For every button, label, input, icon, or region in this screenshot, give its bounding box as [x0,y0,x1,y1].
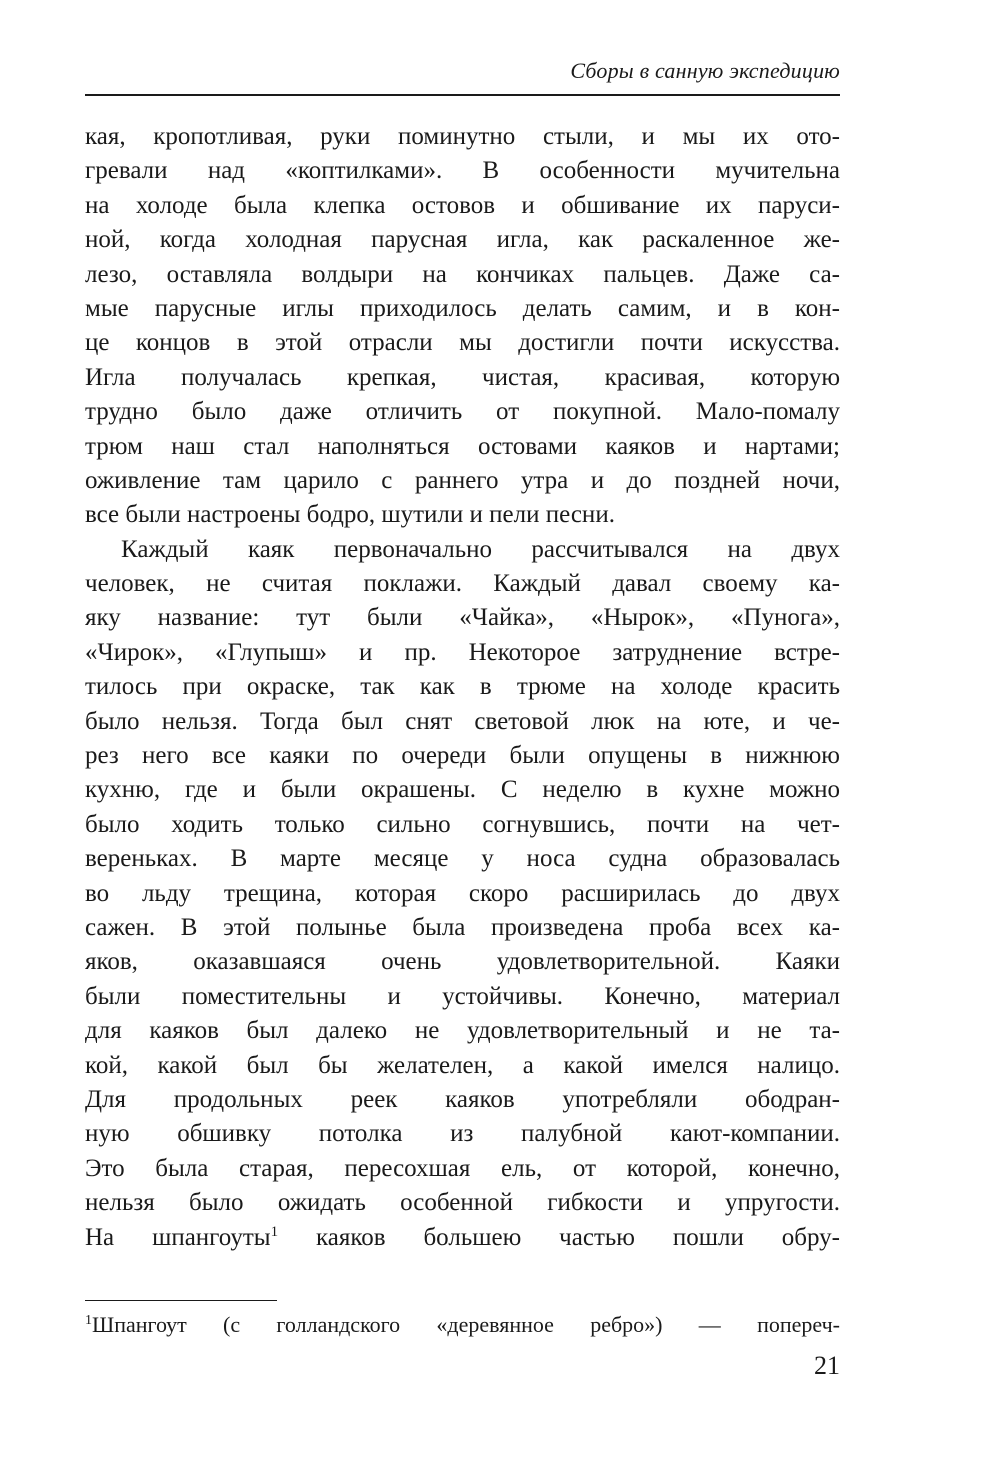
text-line: Игла получалась крепкая, чистая, красивая, которую [85,363,840,391]
text-line: Для продольных реек каяков употребляли ободран- [85,1085,840,1113]
text-line: кая, кропотливая, руки поминутно стыли, и мы их ото- [85,123,840,150]
text-line: на холоде была клепка остовов и обшивание их паруси- [85,191,840,219]
text-line: кой, какой был бы желателен, а какой имелся налицо. [85,1051,840,1079]
footnote [85,1308,840,1342]
text-line: «Чирок», «Глупыш» и пр. Некоторое затруднение встре- [85,638,840,666]
text-fragment: каяков большею частью пошли обру- [278,1223,840,1251]
text-line: яку название: тут были «Чайка», «Нырок», «Пунога», [85,604,840,632]
text-line: Это была старая, пересохшая ель, от которой, конечно, [85,1154,840,1182]
text-line: це концов в этой отрасли мы достигли почти искусства. [85,329,840,357]
footnote-reference: 1 [270,1223,279,1240]
text-line: мые парусные иглы приходилось делать самим, и в кон- [85,294,840,322]
page-number: 21 [814,1351,840,1380]
text-line: гревали над «коптилками». В особенности мучительна [85,157,840,185]
text-line: для каяков был далеко не удовлетворительный и не та- [85,1017,840,1045]
running-head: Сборы в санную экспедицию [570,58,840,83]
text-line: было нельзя. Тогда был снят световой люк на юте, и че- [85,707,840,735]
text-line: было ходить только сильно согнувшись, почти на чет- [85,810,840,838]
text-line: все были настроены бодро, шутили и пели песни. [85,501,615,529]
text-line: кухню, где и были окрашены. С неделю в кухне можно [85,776,840,804]
text-line: оживление там царило с раннего утра и до поздней ночи, [85,466,840,494]
text-line: Каждый каяк первоначально рассчитывался на двух [121,535,840,563]
text-line: ную обшивку потолка из палубной кают-компании. [85,1120,840,1148]
body-text [85,120,840,1255]
text-line: рез него все каяки по очереди были опущены в нижнюю [85,742,840,770]
text-line: нельзя было ожидать особенной гибкости и упругости. [85,1189,840,1217]
text-line: сажен. В этой полынье была произведена проба всех ка- [85,913,840,941]
text-line: были поместительны и устойчивы. Конечно, материал [85,982,840,1010]
text-line: во льду трещина, которая скоро расширилась до двух [85,879,840,907]
text-line: ной, когда холодная парусная игла, как раскаленное же- [85,226,840,254]
footnote-text: Шпангоут (с голландского «деревянное ребро») — попереч- [92,1312,840,1337]
text-line: человек, не считая поклажи. Каждый давал своему ка- [85,570,840,598]
text-line: тилось при окраске, так как в трюме на холоде красить [85,673,840,701]
header-rule [85,94,840,96]
text-fragment: На шпангоуты [85,1223,271,1251]
text-line: трудно было даже отличить от покупной. Мало-помалу [85,398,840,426]
footnote-rule [85,1300,277,1301]
text-line: трюм наш стал наполняться остовами каяков и нартами; [85,432,840,460]
text-line: вереньках. В марте месяце у носа судна образовалась [85,845,840,873]
text-line: яков, оказавшаяся очень удовлетворительной. Каяки [85,948,840,976]
text-line-with-footnote-ref [85,1221,840,1255]
text-line: лезо, оставляла волдыри на кончиках пальцев. Даже са- [85,260,840,288]
footnote-mark: 1 [85,1313,92,1328]
